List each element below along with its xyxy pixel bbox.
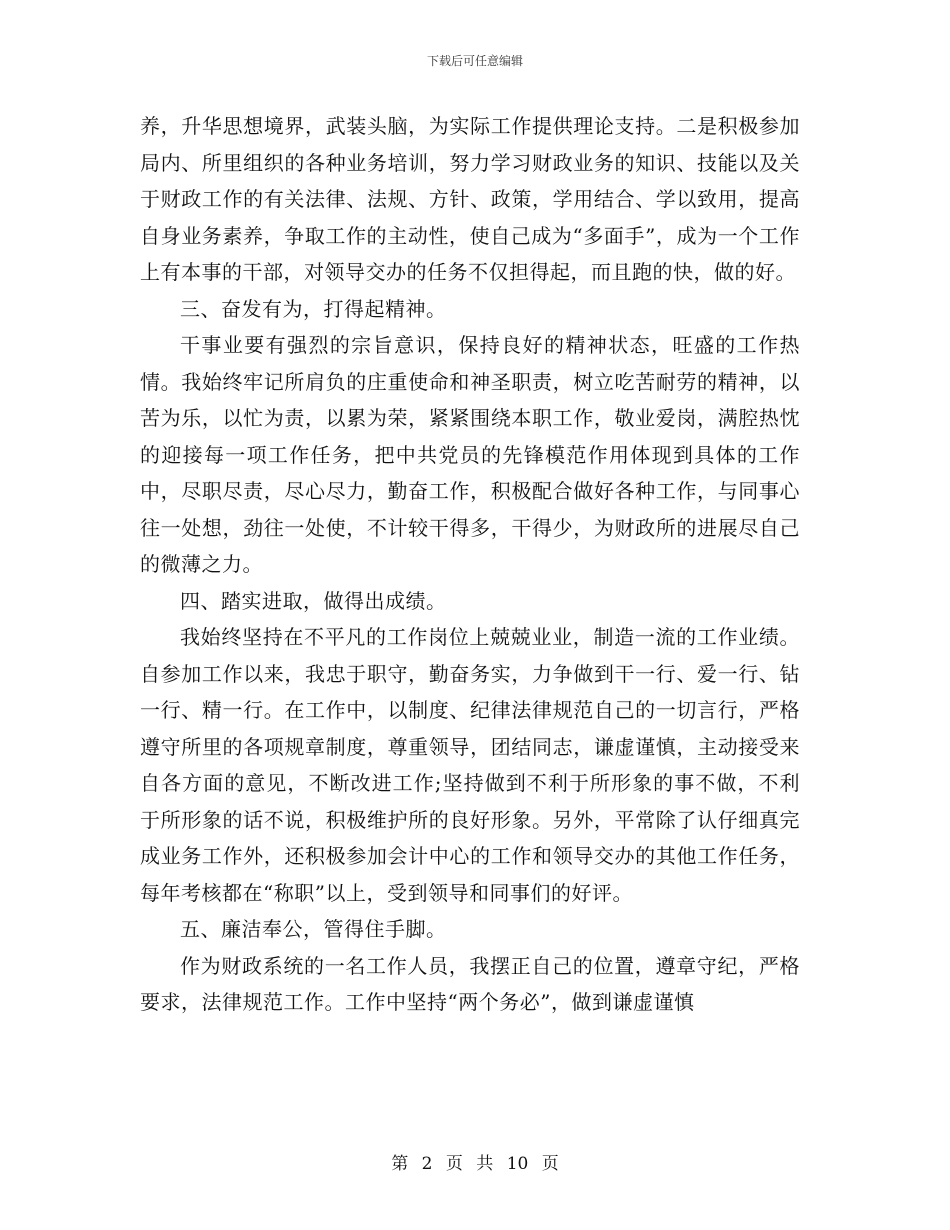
- paragraph-5: 作为财政系统的一名工作人员，我摆正自己的位置，遵章守纪，严格要求，法律规范工作。工作中坚持“两个务必”，做到谦虚谨慎: [140, 953, 800, 1014]
- section-heading-3: 三、奋发有为，打得起精神。: [180, 296, 447, 321]
- footer-total-pages: 10: [506, 1154, 529, 1174]
- footer-prefix: 第: [391, 1154, 409, 1174]
- footer-current-page: 2: [421, 1154, 433, 1174]
- footer-suffix: 页: [541, 1154, 559, 1174]
- paragraph-1: 养，升华思想境界，武装头脑，为实际工作提供理论支持。二是积极参加局内、所里组织的各种业务培训，努力学习财政业务的知识、技能以及关于财政工作的有关法律、法规、方针、政策，学用结合、学以致用，提高自身业务素养，争取工作的主动性，使自己成为“多面手”，成为一个工作上有本事的干部，对领导交办的任务不仅担得起，而且跑的快，做的好。: [140, 114, 800, 284]
- page-header-note: 下载后可任意编辑: [426, 54, 523, 68]
- footer-total-word: 共: [476, 1154, 494, 1174]
- page-footer: [0, 1153, 950, 1175]
- document-body: [140, 108, 800, 1021]
- footer-page-word: 页: [445, 1154, 463, 1174]
- section-heading-5: 五、廉洁奉公，管得住手脚。: [180, 917, 447, 941]
- paragraph-3: 干事业要有强烈的宗旨意识，保持良好的精神状态，旺盛的工作热情。我始终牢记所肩负的庄重使命和神圣职责，树立吃苦耐劳的精神，以苦为乐，以忙为责，以累为荣，紧紧围绕本职工作，敬业爱岗，满腔热忱的迎接每一项工作任务，把中共党员的先锋模范作用体现到具体的工作中，尽职尽责，尽心尽力，勤奋工作，积极配合做好各种工作，与同事心往一处想，劲往一处使，不计较干得多，干得少，为财政所的进展尽自己的微薄之力。: [140, 333, 800, 576]
- section-heading-4: 四、踏实进取，做得出成绩。: [180, 588, 447, 613]
- paragraph-4: 我始终坚持在不平凡的工作岗位上兢兢业业，制造一流的工作业绩。自参加工作以来，我忠于职守，勤奋务实，力争做到干一行、爱一行、钻一行、精一行。在工作中，以制度、纪律法律规范自己的一切言行，严格遵守所里的各项规章制度，尊重领导，团结同志，谦虚谨慎，主动接受来自各方面的意见，不断改进工作;坚持做到不利于所形象的事不做，不利于所形象的话不说，积极维护所的良好形象。另外，平常除了认仔细真完成业务工作外，还积极参加会计中心的工作和领导交办的其他工作任务，每年考核都在“称职”以上，受到领导和同事们的好评。: [140, 625, 800, 905]
